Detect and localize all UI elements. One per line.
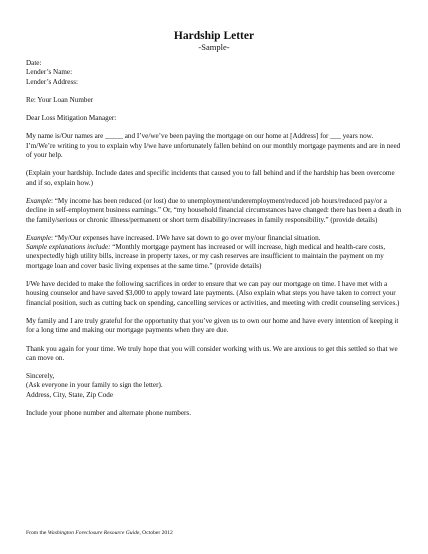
- date-line: Date:: [26, 59, 42, 67]
- letter-title: Hardship Letter: [173, 30, 255, 42]
- lender-name-line: Lender’s Name:: [26, 68, 73, 77]
- lender-address-line: Lender’s Address:: [26, 77, 79, 86]
- paragraph-phone: Include your phone number and alternate phone numbers.: [26, 409, 191, 418]
- paragraph-intro: My name is/Our names are _____ and I’ve/we’ve been paying the mortgage on our home at [Address] for ___ years now. I’m/We’re writing to you to explain why I/we have unfortunately fallen behind on our monthly mortgage payments and are in need of your help.: [26, 132, 401, 160]
- sample-explanations-label: Sample explanations include:: [26, 243, 111, 252]
- example-income-text: : “My income has been reduced (or lost) due to unemployment/underemployment/reduced job hours/reduced pay/or a decline in self-employment business earnings.” Or, “my household financial circumstances have changed: there has been a death in the family/serious or chronic illness/permanent or short term disability/increases in family responsibility.” (provide details): [26, 196, 402, 224]
- footer-prefix: From the: [26, 530, 48, 536]
- closing-address: Address, City, State, Zip Code: [26, 390, 114, 399]
- example-expenses-text: : “My/Our expenses have increased. I/We have sat down to go over my/our financial situation.: [50, 233, 321, 242]
- footer-guide-title: Washington Foreclosure Resource Guide: [47, 530, 140, 536]
- paragraph-gratitude: My family and I are truly grateful for the opportunity that you’ve given us to own our home and have every intention of keeping it for a long time and making our mortgage payments when they are due.: [26, 316, 399, 335]
- sample-explanations-text: “Monthly mortgage payment has increased or will increase, high medical and health-care costs, unexpectedly high utility bills, increase in property taxes, or my cash reserves are insufficient to maintain the payment on my mortgage loan and cover basic living expenses at the same time.” (provide details): [26, 243, 386, 270]
- paragraph-example-expenses: [26, 234, 402, 271]
- paragraph-example-income: [26, 197, 402, 225]
- footer-date: , October 2012: [139, 530, 173, 536]
- paragraph-explain-hardship: (Explain your hardship. Include dates and specific incidents that caused you to fall behind and if the hardship has been overcome and if so, explain how.): [26, 169, 395, 187]
- footer-source: [26, 530, 173, 537]
- closing-sincerely: Sincerely,: [26, 372, 55, 381]
- closing-signature-note: (Ask everyone in your family to sign the letter).: [26, 381, 163, 390]
- letter-subtitle: -Sample-: [198, 42, 230, 52]
- salutation: Dear Loss Mitigation Manager:: [26, 114, 117, 123]
- re-line: Re: Your Loan Number: [26, 95, 94, 104]
- paragraph-sacrifices: I/We have decided to make the following sacrifices in order to ensure that we can pay our mortgage on time. I have met with a housing counselor and have saved $3,000 to apply toward late payments. (Also explain what steps you have taken to correct your financial position, such as cutting back on spending, cancelling services or activities, and meeting with credit counseling services.): [26, 280, 400, 307]
- closing-block: [26, 372, 402, 400]
- example-label: Example: [26, 233, 51, 242]
- paragraph-thanks: Thank you again for your time. We truly hope that you will consider working with us. We are anxious to get this settled so that we can move on.: [26, 344, 398, 362]
- header-block: [26, 59, 402, 87]
- example-label: Example: [26, 196, 51, 205]
